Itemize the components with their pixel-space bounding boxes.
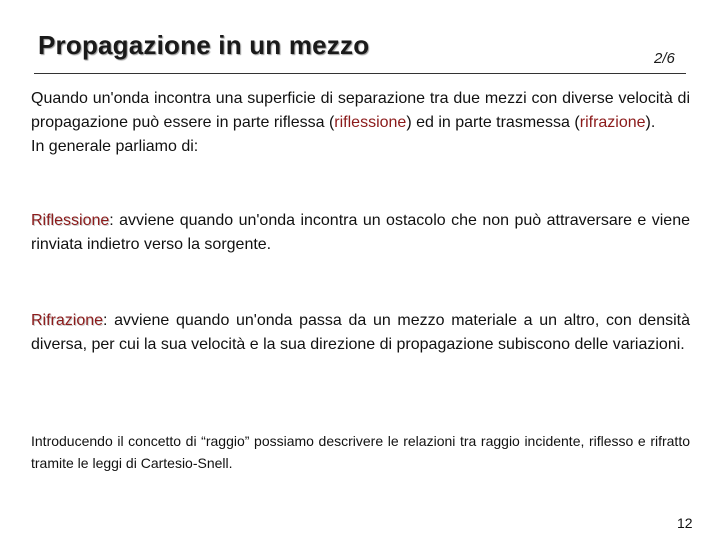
riflessione-term: Riflessione: [31, 212, 110, 229]
rifrazione-definition: : avviene quando un'onda passa da un mezzo materiale a un altro, con densità diversa, per cui la sua velocità e la sua direzione di propagazione subiscono delle variazioni.: [31, 312, 690, 353]
riflessione-definition: : avviene quando un'onda incontra un ostacolo che non può attraversare e viene rinviata indietro verso la sorgente.: [31, 212, 690, 253]
riflessione-paragraph: [31, 209, 690, 257]
intro-text-c: ).: [645, 114, 656, 131]
slide-title: Propagazione in un mezzo: [38, 30, 370, 60]
rifrazione-term: Rifrazione: [31, 312, 104, 329]
section-page-indicator: 2/6: [654, 50, 675, 67]
intro-text-b: ) ed in parte trasmessa (: [406, 114, 580, 131]
rifrazione-paragraph: [31, 309, 690, 357]
intro-general-line: In generale parliamo di:: [31, 138, 199, 155]
intro-paragraph: [31, 87, 690, 159]
intro-text-a: Quando un'onda incontra una superficie di separazione tra due mezzi con diverse velocità di propagazione può essere in parte riflessa (: [31, 90, 690, 131]
keyword-riflessione: riflessione: [334, 114, 407, 131]
title-underline: [34, 73, 686, 74]
slide-number: 12: [677, 515, 693, 531]
keyword-rifrazione: rifrazione: [579, 114, 646, 131]
closing-paragraph: Introducendo il concetto di “raggio” possiamo descrivere le relazioni tra raggio incidente, riflesso e rifratto tramite le leggi di Cartesio-Snell.: [31, 433, 690, 471]
